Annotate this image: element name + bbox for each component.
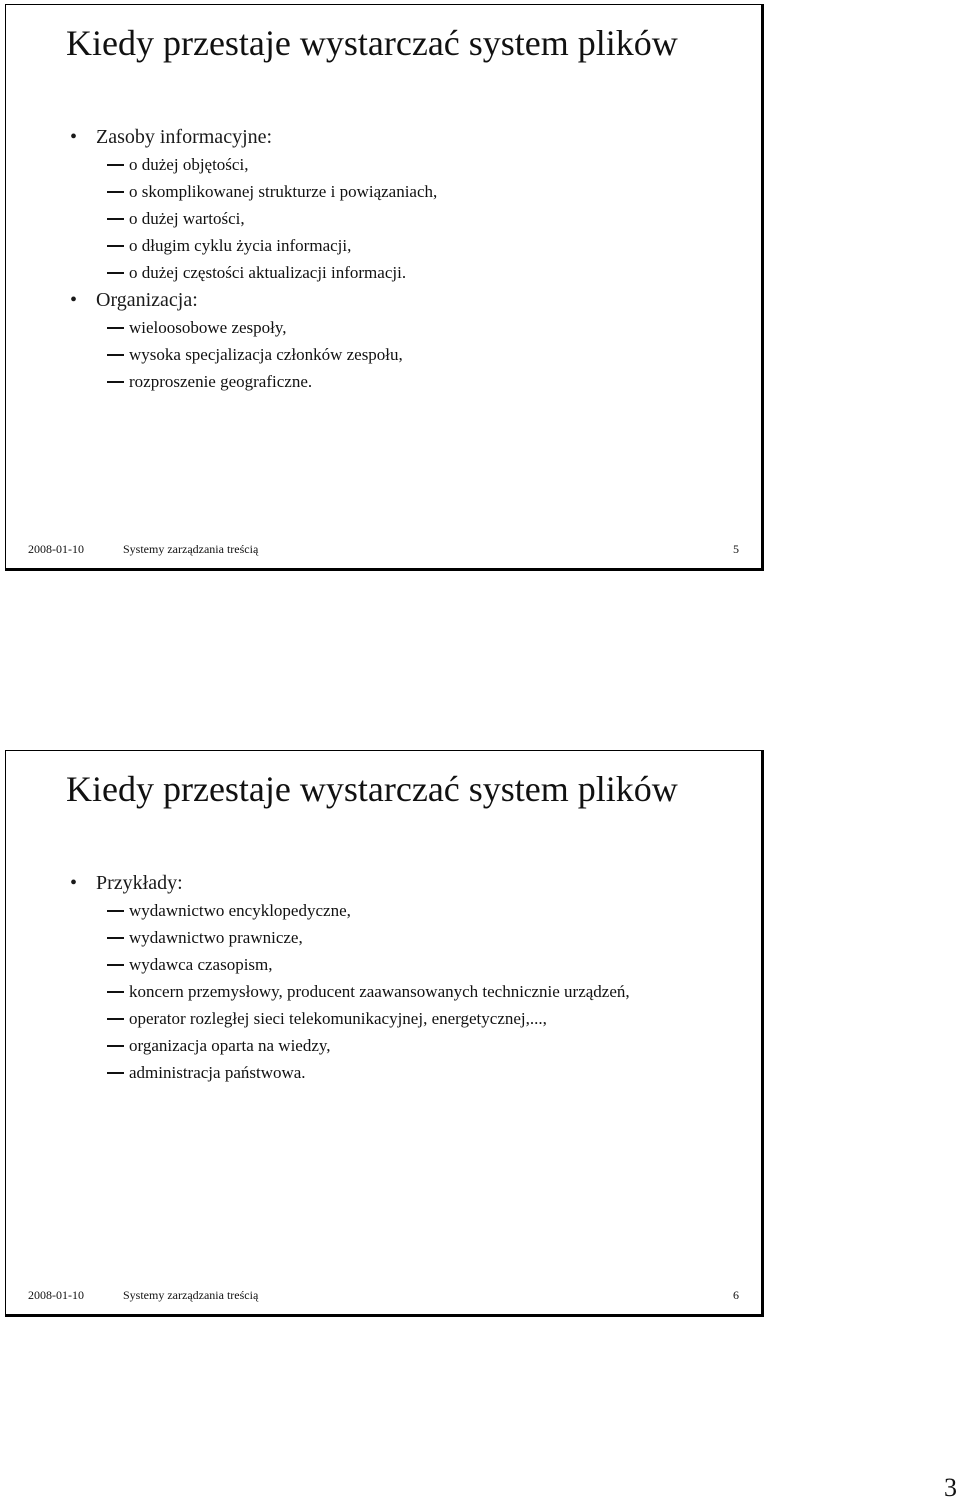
footer-title: Systemy zarządzania treścią	[123, 542, 259, 556]
sub-item	[68, 1032, 758, 1059]
sub-list	[68, 897, 758, 1086]
sub-item-text: wydawnictwo prawnicze,	[129, 928, 303, 947]
dash-icon	[107, 164, 124, 166]
dash-icon	[107, 381, 124, 383]
sub-item-text: o dużej objętości,	[129, 155, 249, 174]
slide-title: Kiedy przestaje wystarczać system plików	[66, 23, 678, 63]
dash-icon	[107, 354, 124, 356]
sub-list	[68, 314, 758, 395]
sub-item-text: rozproszenie geograficzne.	[129, 372, 313, 391]
dash-icon	[107, 245, 124, 247]
bullet-text: Przykłady:	[96, 872, 183, 894]
sub-item-text: wydawca czasopism,	[129, 955, 273, 974]
sub-item	[68, 151, 758, 178]
bullet-item	[68, 286, 758, 395]
sub-item	[68, 314, 758, 341]
bullet-dot-icon: •	[70, 126, 78, 148]
bullet-text: Zasoby informacyjne:	[96, 126, 273, 148]
sub-item	[68, 1059, 758, 1086]
sub-item-text: wydawnictwo encyklopedyczne,	[129, 901, 351, 920]
dash-icon	[107, 272, 124, 274]
dash-icon	[107, 1072, 124, 1074]
dash-icon	[107, 964, 124, 966]
bullet-list	[68, 123, 758, 395]
bullet-list	[68, 869, 758, 1086]
footer-date: 2008-01-10	[28, 1288, 84, 1302]
slide-footer	[6, 542, 761, 568]
sub-item-text: koncern przemysłowy, producent zaawansowanych technicznie urządzeń,	[129, 982, 630, 1001]
slide-1	[5, 4, 764, 571]
sub-item-text: organizacja oparta na wiedzy,	[129, 1036, 331, 1055]
sub-item-text: o dużej częstości aktualizacji informacji.	[129, 263, 407, 282]
sub-item-text: o skomplikowanej strukturze i powiązaniach,	[129, 182, 438, 201]
sub-item	[68, 951, 758, 978]
sub-item	[68, 205, 758, 232]
bullet-dot-icon: •	[70, 289, 78, 311]
slide-number: 6	[733, 1288, 739, 1302]
bullet-text: Organizacja:	[96, 289, 198, 311]
dash-icon	[107, 327, 124, 329]
sub-item	[68, 232, 758, 259]
sub-item-text: o dużej wartości,	[129, 209, 245, 228]
sub-list	[68, 151, 758, 286]
bullet-item	[68, 123, 758, 286]
sub-item	[68, 924, 758, 951]
dash-icon	[107, 1045, 124, 1047]
sub-item	[68, 259, 758, 286]
bullet-item	[68, 869, 758, 1086]
sub-item-text: wieloosobowe zespoły,	[129, 318, 287, 337]
sub-item-text: wysoka specjalizacja członków zespołu,	[129, 345, 403, 364]
footer-title: Systemy zarządzania treścią	[123, 1288, 259, 1302]
slide-2	[5, 750, 764, 1317]
sub-item	[68, 1005, 758, 1032]
sub-item	[68, 341, 758, 368]
dash-icon	[107, 191, 124, 193]
dash-icon	[107, 1018, 124, 1020]
sub-item	[68, 897, 758, 924]
footer-date: 2008-01-10	[28, 542, 84, 556]
slide-footer	[6, 1288, 761, 1314]
slide-title: Kiedy przestaje wystarczać system plików	[66, 769, 678, 809]
sub-item-text: operator rozległej sieci telekomunikacyjnej, energetycznej,...,	[129, 1009, 547, 1028]
sub-item	[68, 178, 758, 205]
sub-item	[68, 978, 758, 1005]
sub-item	[68, 368, 758, 395]
sub-item-text: o długim cyklu życia informacji,	[129, 236, 352, 255]
dash-icon	[107, 937, 124, 939]
dash-icon	[107, 910, 124, 912]
bullet-dot-icon: •	[70, 872, 78, 894]
page-number: 3	[944, 1473, 957, 1502]
sub-item-text: administracja państwowa.	[129, 1063, 306, 1082]
dash-icon	[107, 218, 124, 220]
slide-number: 5	[733, 542, 739, 556]
dash-icon	[107, 991, 124, 993]
